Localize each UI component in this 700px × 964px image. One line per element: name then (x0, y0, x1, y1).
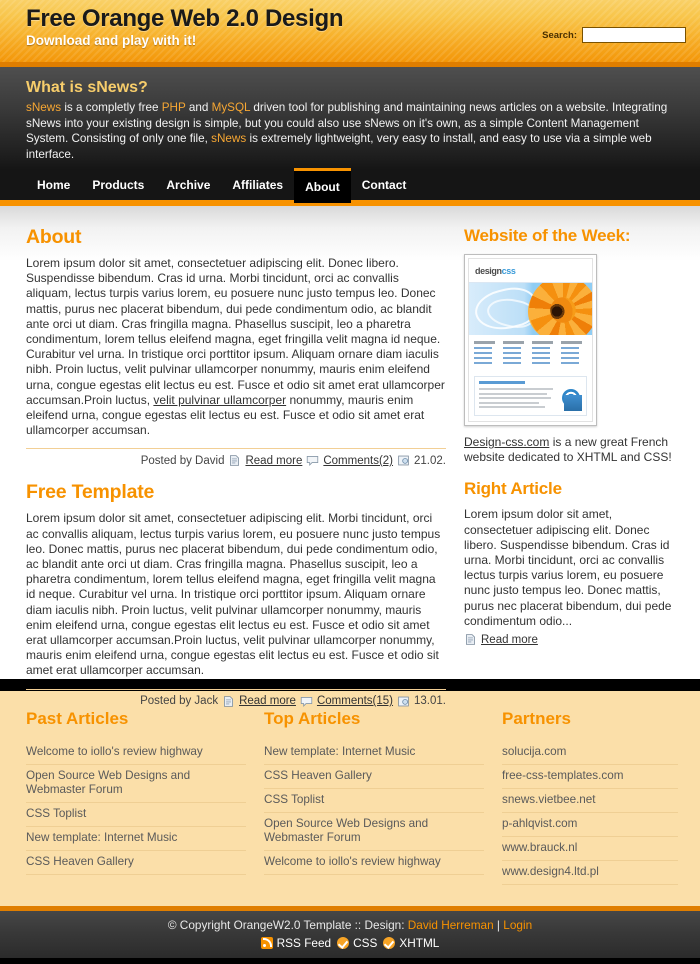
css-label: CSS (353, 936, 378, 950)
article-title: Free Template (26, 481, 155, 504)
design-css-link[interactable]: Design-css.com (464, 435, 550, 449)
copyright-prefix: © Copyright OrangeW2.0 Template :: Design: (167, 918, 408, 932)
nav-item-about[interactable]: About (294, 168, 351, 203)
footer-link[interactable]: free-css-templates.com (502, 769, 624, 782)
check-circle-icon (337, 937, 349, 949)
search-input[interactable] (582, 27, 686, 43)
footer-link[interactable]: New template: Internet Music (26, 831, 178, 844)
footer-column-past-articles (26, 709, 246, 892)
search-label: Search: (542, 29, 577, 41)
rss-feed-link[interactable] (261, 936, 331, 950)
footer-link[interactable]: CSS Heaven Gallery (26, 855, 134, 868)
intro-text-1: is a completly free (61, 101, 162, 114)
list-item[interactable] (26, 803, 246, 827)
read-more-icon (464, 633, 477, 646)
thumbnail-logo (469, 259, 592, 283)
list-item[interactable] (264, 789, 484, 813)
designer-link[interactable]: David Herreman (407, 918, 494, 932)
rss-icon (261, 937, 273, 949)
page-title: Free Orange Web 2.0 Design (26, 5, 344, 32)
article-inline-link[interactable]: velit pulvinar ullamcorper (153, 392, 287, 407)
thumb-cube-icon (564, 395, 582, 411)
nav-item-archive[interactable]: Archive (166, 178, 211, 192)
read-more-icon (222, 695, 235, 708)
footer-link[interactable]: CSS Toplist (264, 793, 325, 806)
intro-text-4: is extremely lightweight, very easy to install, and easy to use via a simple web interface. (26, 132, 652, 161)
read-more-link[interactable]: Read more (239, 695, 296, 708)
list-item[interactable] (502, 741, 678, 765)
nav-item-contact[interactable]: Contact (361, 178, 407, 192)
comments-link[interactable]: Comments(15) (316, 695, 394, 708)
intro-paragraph (26, 100, 678, 162)
footer-column-top-articles (264, 709, 484, 892)
xhtml-validation-link[interactable] (383, 936, 439, 950)
footer-link[interactable]: Open Source Web Designs and Webmaster Forum (264, 817, 429, 844)
website-of-week-caption (464, 435, 679, 465)
footer-link[interactable]: solucija.com (502, 745, 567, 758)
list-item[interactable] (502, 837, 678, 861)
footer-link[interactable]: New template: Internet Music (264, 745, 416, 758)
list-item[interactable] (26, 827, 246, 851)
thumbnail-inner (468, 258, 593, 422)
comment-bubble-icon (300, 695, 313, 708)
thumb-col (561, 341, 587, 367)
nav-item-affiliates[interactable]: Affiliates (232, 178, 284, 192)
copyright-separator: | (493, 918, 504, 932)
thumb-col (474, 341, 500, 367)
article-about (26, 226, 446, 467)
calendar-icon (397, 695, 410, 708)
footer-link[interactable]: Welcome to iollo's review highway (26, 745, 203, 758)
post-date: 13.01. (414, 695, 446, 708)
calendar-icon (397, 454, 410, 467)
posted-by-label: Posted by David (140, 454, 225, 467)
article-body-part-1: Lorem ipsum dolor sit amet, consectetuer adipiscing elit. Donec libero. Suspendisse bibendum. Cras id urna. Morbi tincidunt, orci ac convallis aliquam, lectus turpis varius lorem, eu posuere nunc justo tempus leo. Donec mattis, purus nec placerat bibendum, dui pede condimentum odio, ac blandit ante orci ut diam. Cras fringilla magna. Phasellus suscipit, leo a pharetra condimentum, lorem tellus eleifend magna, eget fringilla velit magna id neque. Curabitur vel urna. In tristique orci porttitor ipsum. Aliquam ornare diam iaculis nibh. Proin luctus, velit pulvinar ullamcorper nonummy, mauris enim eleifend urna, congue egestas elit lectus eu est. Fusce et odio sit amet erat ullamcorper accumsan.Proin luctus, (26, 256, 445, 407)
article-free-template (26, 481, 446, 707)
footer-link[interactable]: CSS Heaven Gallery (264, 769, 372, 782)
copyright-text (0, 918, 700, 932)
intro-php: PHP (161, 101, 186, 114)
footer-list (502, 741, 678, 885)
thumbnail-banner-image (469, 283, 592, 335)
right-read-more-link[interactable]: Read more (481, 633, 538, 646)
login-link[interactable]: Login (503, 918, 533, 932)
copyright-bar (0, 911, 700, 958)
right-article-body: Lorem ipsum dolor sit amet, consectetuer adipiscing elit. Donec libero. Suspendisse bibendum. Cras id urna. Morbi tincidunt, orci ac convallis lectus turpis varius lorem, eu posuere nunc justo tempus leo. Donec mattis, purus nec placerat bibendum, dui pede condimentum odio... (464, 507, 672, 628)
site-header (0, 0, 700, 62)
post-meta (26, 454, 446, 467)
rss-feed-label: RSS Feed (276, 936, 332, 950)
main-navigation (0, 170, 700, 200)
thumb-col (503, 341, 529, 367)
meta-divider (26, 689, 446, 690)
list-item[interactable] (264, 765, 484, 789)
content-column (26, 220, 446, 708)
footer-link[interactable]: snews.vietbee.net (502, 793, 596, 806)
post-meta (26, 695, 446, 708)
list-item[interactable] (502, 789, 678, 813)
list-item[interactable] (26, 765, 246, 803)
thumbnail-link-columns (469, 335, 592, 371)
thumbnail-body-block (469, 371, 592, 421)
list-item[interactable] (264, 813, 484, 851)
main-area (0, 206, 700, 708)
website-of-week-description: is a new great French website dedicated to XHTML and CSS! (464, 435, 672, 465)
footer-link[interactable]: www.brauck.nl (502, 841, 578, 854)
intro-text-3: driven tool for publishing and maintaining news articles on a website. Integrating sNews into your existing design is simple, but you could also use sNews on it's own, as a simple Content Management System. Consisting of only one file, (26, 101, 668, 145)
thumbnail-logo-text (475, 266, 515, 276)
copyright-badges (0, 936, 700, 950)
nav-item-home[interactable]: Home (37, 178, 71, 192)
list-item[interactable] (26, 741, 246, 765)
article-title: About (26, 226, 82, 248)
intro-snews-2: sNews (211, 132, 247, 145)
footer-link[interactable]: CSS Toplist (26, 807, 87, 820)
right-article-readmore (464, 633, 679, 646)
read-more-icon (228, 454, 241, 467)
list-item[interactable] (502, 861, 678, 885)
right-article-title: Right Article (464, 479, 562, 499)
check-circle-icon (383, 937, 395, 949)
footer-list (264, 741, 484, 875)
list-item[interactable] (26, 851, 246, 875)
footer-link[interactable]: Welcome to iollo's review highway (264, 855, 441, 868)
sidebar-column (464, 220, 679, 665)
intro-snews-1: sNews (26, 101, 62, 114)
list-item[interactable] (502, 765, 678, 789)
list-item[interactable] (264, 741, 484, 765)
footer-column-title: Past Articles (26, 709, 129, 728)
posted-by-label: Posted by Jack (140, 695, 219, 708)
comment-bubble-icon (306, 454, 319, 467)
bottom-filler (0, 958, 700, 964)
search-area (542, 27, 686, 43)
website-of-week-title: Website of the Week: (464, 226, 631, 245)
intro-mysql: MySQL (211, 101, 251, 114)
list-item[interactable] (502, 813, 678, 837)
intro-text-2: and (185, 101, 212, 114)
website-thumbnail[interactable] (464, 254, 597, 426)
site-tagline: Download and play with it! (26, 33, 197, 48)
footer-link[interactable]: www.design4.ltd.pl (502, 865, 599, 878)
nav-item-products[interactable]: Products (92, 178, 145, 192)
footer-list (26, 741, 246, 875)
banner-flower-icon (526, 283, 592, 335)
thumb-box (474, 376, 587, 416)
css-validation-link[interactable] (337, 936, 377, 950)
comments-link[interactable]: Comments(2) (323, 454, 394, 467)
footer-link[interactable]: p-ahlqvist.com (502, 817, 578, 830)
post-date: 21.02. (414, 454, 446, 467)
xhtml-label: XHTML (399, 936, 440, 950)
article-body (26, 256, 446, 438)
article-body: Lorem ipsum dolor sit amet, consectetuer adipiscing elit. Morbi tincidunt, orci ac convallis aliquam, lectus turpis varius lorem, eu posuere nunc justo tempus leo. Donec mattis, purus nec placerat bibendum, dui pede condimentum odio, ac blandit ante orci ut diam. Cras fringilla magna. Phasellus suscipit, leo a pharetra condimentum, lorem tellus eleifend magna, eget fringilla velit magna id neque. Curabitur vel urna. In tristique orci porttitor ipsum. Aliquam ornare diam iaculis nibh. Proin luctus, velit pulvinar ullamcorper nonummy, mauris enim eleifend urna, congue egestas elit lectus eu est. Fusce et odio sit amet erat ullamcorper accumsan.Proin luctus, velit pulvinar ullamcorper nonummy, mauris enim eleifend urna, congue egestas elit lectus eu est. Fusce et odio sit amet erat ullamcorper accumsan. (26, 511, 441, 678)
intro-section (0, 67, 700, 170)
footer-column-partners (502, 709, 678, 892)
footer-links (0, 691, 700, 906)
footer-column-title: Partners (502, 709, 571, 728)
read-more-link[interactable]: Read more (245, 454, 303, 467)
footer-column-title: Top Articles (264, 709, 361, 728)
thumb-col (532, 341, 558, 367)
intro-heading: What is sNews? (26, 79, 148, 96)
list-item[interactable] (264, 851, 484, 875)
article-body-part-2: nonummy, mauris enim eleifend urna, congue egestas elit lectus eu est. Fusce et odio sit amet erat ullamcorper accumsan. (26, 392, 425, 438)
thumb-logo-accent: css (501, 265, 516, 276)
meta-divider (26, 448, 446, 449)
thumb-logo-word: design (475, 265, 502, 276)
footer-link[interactable]: Open Source Web Designs and Webmaster Forum (26, 769, 191, 796)
